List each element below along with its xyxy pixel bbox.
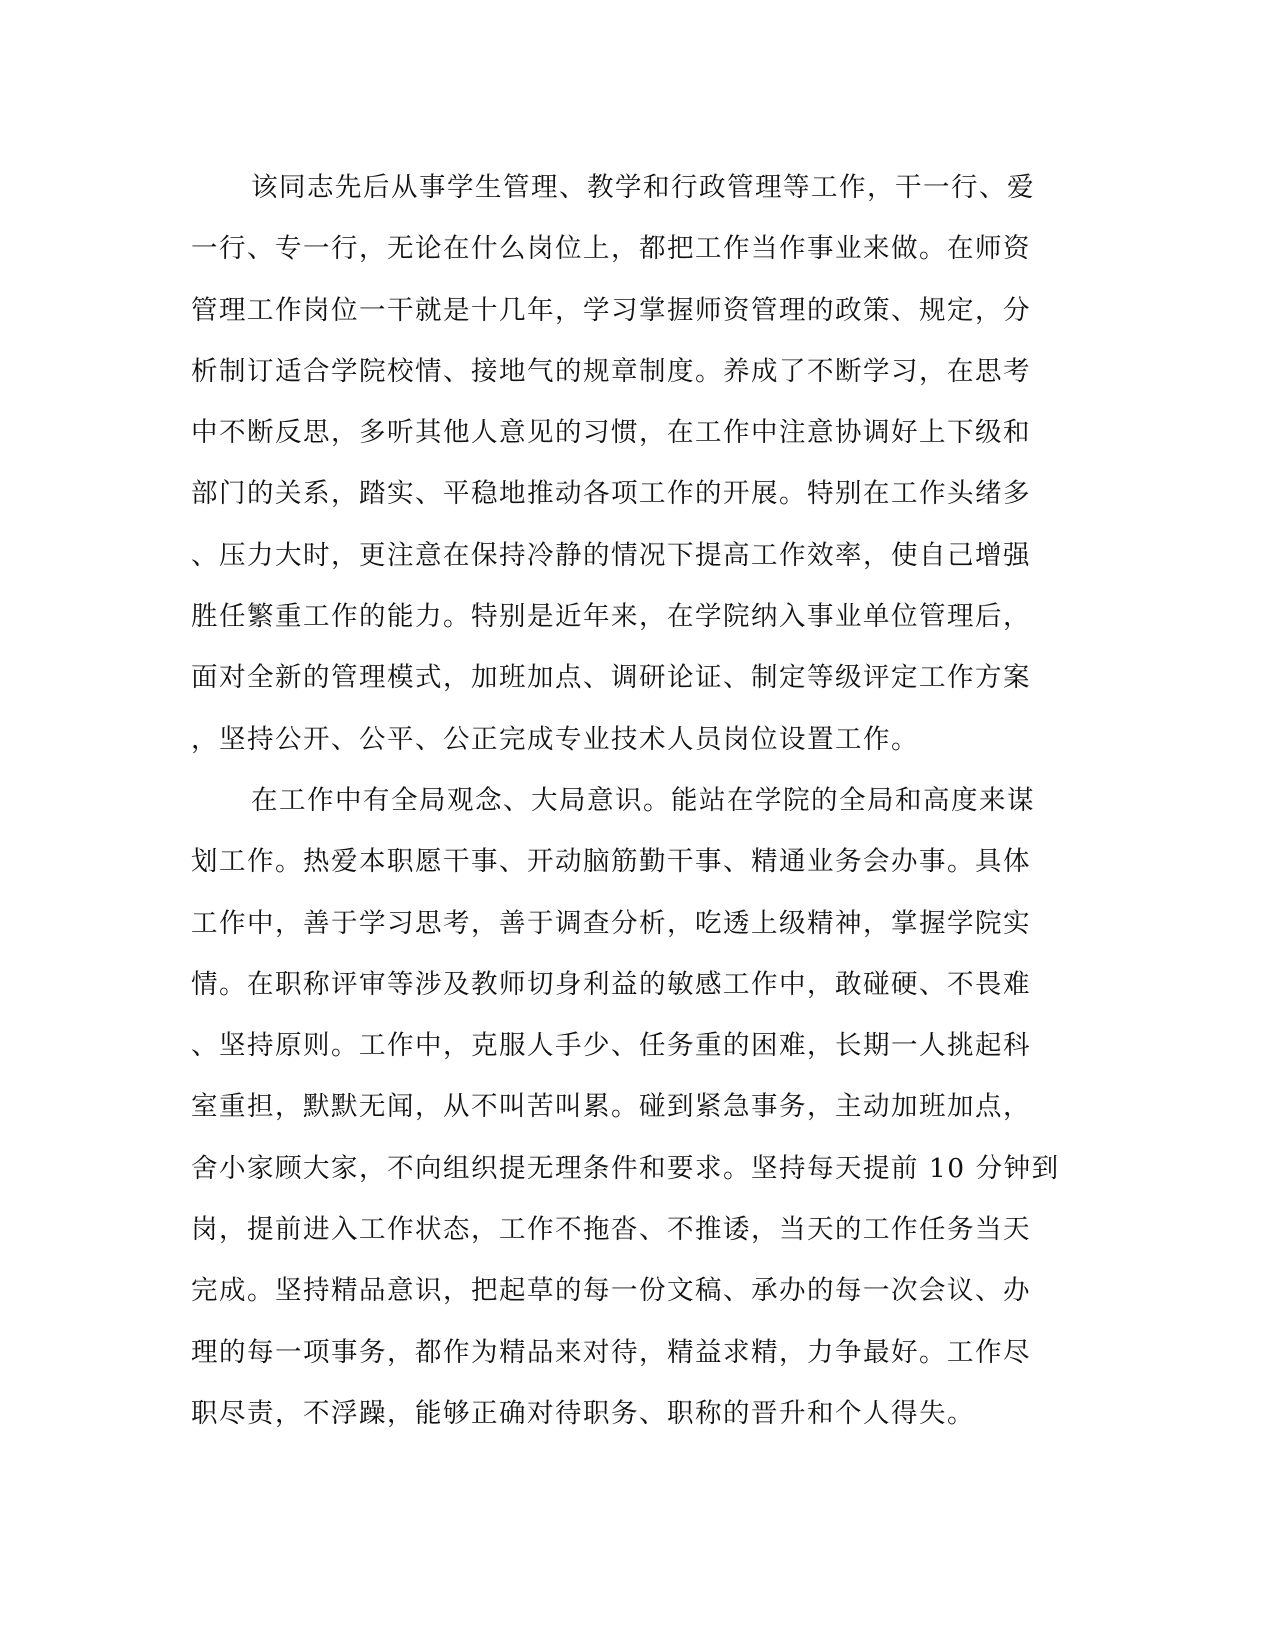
- text-line: 在工作中有全局观念、大局意识。能站在学院的全局和高度来谋: [251, 784, 1035, 816]
- text-line: 划工作。热爱本职愿干事、开动脑筋勤干事、精通业务会办事。具体: [191, 846, 1031, 878]
- text-line: 一行、专一行，无论在什么岗位上，都把工作当作事业来做。在师资: [191, 233, 1031, 265]
- text-line: 、压力大时，更注意在保持冷静的情况下提高工作效率，使自己增强: [191, 539, 1031, 571]
- text-line: 室重担，默默无闻，从不叫苦叫累。碰到紧急事务，主动加班加点，: [191, 1091, 1031, 1123]
- text-line: 析制订适合学院校情、接地气的规章制度。养成了不断学习，在思考: [191, 355, 1031, 387]
- text-line: 工作中，善于学习思考，善于调查分析，吃透上级精神，掌握学院实: [191, 907, 1031, 939]
- text-line: 面对全新的管理模式，加班加点、调研论证、制定等级评定工作方案: [191, 662, 1031, 694]
- text-line: 管理工作岗位一干就是十几年，学习掌握师资管理的政策、规定，分: [191, 294, 1031, 326]
- text-line: 、坚持原则。工作中，克服人手少、任务重的困难，长期一人挑起科: [191, 1030, 1031, 1062]
- paragraph-1: [191, 157, 1091, 770]
- document-body: [191, 157, 1091, 1444]
- text-line: 职尽责，不浮躁，能够正确对待职务、职称的晋升和个人得失。: [191, 1397, 975, 1429]
- text-line: ，坚持公开、公平、公正完成专业技术人员岗位设置工作。: [191, 723, 919, 755]
- text-line: 岗，提前进入工作状态，工作不拖沓、不推诿，当天的工作任务当天: [191, 1214, 1031, 1246]
- text-line: 完成。坚持精品意识，把起草的每一份文稿、承办的每一次会议、办: [191, 1275, 1031, 1307]
- text-line: 该同志先后从事学生管理、教学和行政管理等工作，干一行、爱: [251, 172, 1035, 203]
- text-line: 中不断反思，多听其他人意见的习惯，在工作中注意协调好上下级和: [191, 417, 1031, 449]
- text-line: 舍小家顾大家，不向组织提无理条件和要求。坚持每天提前 10 分钟到: [191, 1152, 1060, 1184]
- text-line: 理的每一项事务，都作为精品来对待，精益求精，力争最好。工作尽: [191, 1336, 1031, 1368]
- text-line: 部门的关系，踏实、平稳地推动各项工作的开展。特别在工作头绪多: [191, 478, 1031, 510]
- paragraph-2: [191, 770, 1091, 1444]
- text-line: 情。在职称评审等涉及教师切身利益的敏感工作中，敢碰硬、不畏难: [191, 968, 1031, 1000]
- text-line: 胜任繁重工作的能力。特别是近年来，在学院纳入事业单位管理后，: [191, 601, 1031, 633]
